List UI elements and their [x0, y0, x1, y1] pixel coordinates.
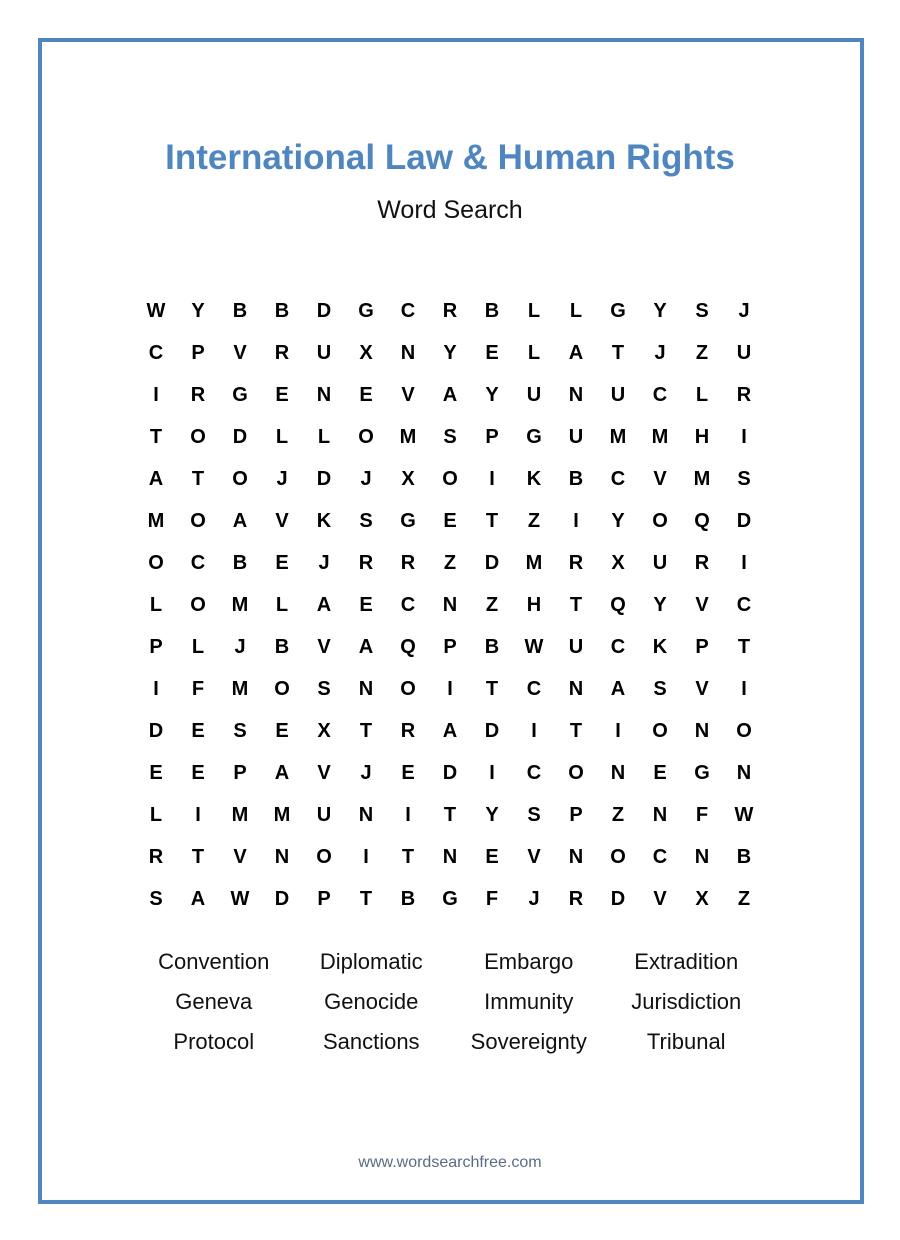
grid-cell: T [611, 341, 625, 364]
grid-cell: J [654, 341, 666, 364]
grid-cell: M [231, 803, 249, 826]
grid-cell: G [694, 761, 710, 784]
grid-cell: O [190, 425, 206, 448]
grid-cell: T [485, 509, 499, 532]
grid-cell: R [358, 551, 374, 574]
grid-cell: O [652, 509, 668, 532]
grid-cell: J [738, 299, 750, 322]
grid-cell: Y [443, 341, 457, 364]
grid-cell: W [524, 635, 544, 658]
grid-cell: G [232, 383, 248, 406]
grid-cell: V [401, 383, 415, 406]
grid-cell: I [489, 761, 495, 784]
word-list-item: Embargo [484, 949, 574, 974]
grid-cell: U [736, 341, 752, 364]
grid-cell: G [526, 425, 542, 448]
grid-cell: M [609, 425, 627, 448]
grid-cell: A [274, 761, 290, 784]
grid-cell: J [234, 635, 246, 658]
grid-cell: L [317, 425, 331, 448]
word-list-item: Sanctions [322, 1029, 420, 1054]
grid-cell: Z [443, 551, 457, 574]
grid-cell: A [610, 677, 626, 700]
grid-cell: R [442, 299, 458, 322]
grid-cell: O [568, 761, 584, 784]
grid-cell: I [195, 803, 201, 826]
grid-cell: I [153, 383, 159, 406]
grid-cell: Z [485, 593, 499, 616]
grid-cell: S [443, 425, 457, 448]
grid-cell: X [359, 341, 373, 364]
grid-cell: V [653, 467, 667, 490]
grid-cell: N [358, 803, 374, 826]
grid-cell: U [568, 425, 584, 448]
grid-cell: F [191, 677, 205, 700]
grid-cell: M [399, 425, 417, 448]
grid-cell: B [484, 635, 500, 658]
grid-cell: N [316, 383, 332, 406]
grid-cell: R [400, 551, 416, 574]
grid-cell: N [400, 341, 416, 364]
grid-cell: S [737, 467, 751, 490]
grid-cell: J [318, 551, 330, 574]
grid-cell: K [652, 635, 668, 658]
grid-cell: O [736, 719, 752, 742]
grid-cell: R [190, 383, 206, 406]
word-list-item: Geneva [175, 989, 253, 1014]
grid-cell: I [405, 803, 411, 826]
grid-cell: A [190, 887, 206, 910]
grid-cell: I [741, 425, 747, 448]
grid-cell: I [573, 509, 579, 532]
grid-cell: N [568, 677, 584, 700]
grid-cell: X [317, 719, 331, 742]
grid-cell: W [734, 803, 754, 826]
grid-cell: M [693, 467, 711, 490]
grid-cell: C [400, 299, 416, 322]
footer-url[interactable]: www.wordsearchfree.com [358, 1154, 542, 1171]
grid-cell: U [316, 341, 332, 364]
grid-cell: D [610, 887, 626, 910]
grid-cell: X [401, 467, 415, 490]
grid-cell: C [736, 593, 752, 616]
grid-cell: D [274, 887, 290, 910]
grid-cell: N [442, 593, 458, 616]
grid-cell: A [358, 635, 374, 658]
grid-cell: O [652, 719, 668, 742]
grid-cell: Z [737, 887, 751, 910]
grid-cell: L [275, 425, 289, 448]
grid-cell: D [736, 509, 752, 532]
grid-cell: S [233, 719, 247, 742]
grid-cell: P [569, 803, 583, 826]
grid-cell: Y [653, 299, 667, 322]
grid-cell: U [316, 803, 332, 826]
grid-cell: D [232, 425, 248, 448]
grid-cell: Q [694, 509, 710, 532]
grid-cell: U [568, 635, 584, 658]
grid-cell: V [275, 509, 289, 532]
grid-cell: W [230, 887, 250, 910]
grid-cell: T [191, 467, 205, 490]
grid-cell: S [527, 803, 541, 826]
grid-cell: L [191, 635, 205, 658]
grid-cell: B [274, 299, 290, 322]
grid-cell: T [737, 635, 751, 658]
grid-cell: Z [695, 341, 709, 364]
grid-cell: L [569, 299, 583, 322]
grid-cell: R [148, 845, 164, 868]
grid-cell: J [360, 467, 372, 490]
grid-cell: T [485, 677, 499, 700]
grid-cell: P [233, 761, 247, 784]
grid-cell: G [610, 299, 626, 322]
grid-cell: O [190, 509, 206, 532]
grid-cell: U [610, 383, 626, 406]
word-list-item: Sovereignty [470, 1029, 587, 1054]
grid-cell: O [358, 425, 374, 448]
grid-cell: O [400, 677, 416, 700]
grid-cell: M [147, 509, 165, 532]
grid-cell: T [569, 593, 583, 616]
grid-cell: N [442, 845, 458, 868]
grid-cell: B [568, 467, 584, 490]
grid-cell: E [275, 551, 289, 574]
grid-cell: I [741, 677, 747, 700]
grid-cell: P [317, 887, 331, 910]
grid-cell: B [484, 299, 500, 322]
grid-cell: P [443, 635, 457, 658]
word-list-item: Protocol [173, 1029, 255, 1054]
grid-cell: R [736, 383, 752, 406]
grid-cell: C [610, 467, 626, 490]
grid-cell: T [191, 845, 205, 868]
grid-cell: B [232, 299, 248, 322]
grid-cell: V [317, 635, 331, 658]
grid-cell: O [442, 467, 458, 490]
page-title: International Law & Human Rights [165, 138, 735, 177]
word-list-item: Diplomatic [319, 949, 423, 974]
grid-cell: C [190, 551, 206, 574]
grid-cell: I [615, 719, 621, 742]
grid-cell: P [485, 425, 499, 448]
grid-cell: I [153, 677, 159, 700]
grid-cell: O [232, 467, 248, 490]
grid-cell: I [447, 677, 453, 700]
grid-cell: R [568, 551, 584, 574]
grid-cell: E [149, 761, 163, 784]
grid-cell: U [652, 551, 668, 574]
grid-cell: P [149, 635, 163, 658]
grid-cell: T [359, 719, 373, 742]
grid-cell: V [695, 593, 709, 616]
grid-cell: N [568, 845, 584, 868]
grid-cell: E [191, 761, 205, 784]
grid-cell: O [316, 845, 332, 868]
grid-cell: L [527, 341, 541, 364]
grid-cell: A [568, 341, 584, 364]
grid-cell: M [231, 677, 249, 700]
grid-cell: I [741, 551, 747, 574]
grid-cell: Q [400, 635, 416, 658]
grid-cell: S [359, 509, 373, 532]
grid-cell: K [526, 467, 542, 490]
grid-cell: N [610, 761, 626, 784]
letter-grid [135, 290, 765, 920]
grid-cell: Y [653, 593, 667, 616]
grid-cell: T [443, 803, 457, 826]
grid-cell: R [694, 551, 710, 574]
grid-cell: V [695, 677, 709, 700]
word-list-item: Immunity [484, 989, 574, 1014]
grid-cell: A [316, 593, 332, 616]
grid-cell: B [736, 845, 752, 868]
word-list [135, 942, 765, 1062]
grid-cell: D [316, 467, 332, 490]
grid-cell: Y [485, 803, 499, 826]
grid-cell: V [233, 845, 247, 868]
grid-cell: O [190, 593, 206, 616]
grid-cell: E [485, 341, 499, 364]
grid-cell: X [695, 887, 709, 910]
grid-cell: N [274, 845, 290, 868]
grid-cell: Z [527, 509, 541, 532]
grid-cell: E [653, 761, 667, 784]
grid-cell: D [316, 299, 332, 322]
grid-cell: J [360, 761, 372, 784]
grid-cell: Z [611, 803, 625, 826]
grid-cell: S [653, 677, 667, 700]
grid-cell: C [610, 635, 626, 658]
grid-cell: F [695, 803, 709, 826]
grid-cell: O [274, 677, 290, 700]
grid-cell: A [148, 467, 164, 490]
grid-cell: L [527, 299, 541, 322]
grid-cell: H [526, 593, 542, 616]
grid-cell: E [191, 719, 205, 742]
grid-cell: N [652, 803, 668, 826]
word-list-item: Extradition [634, 949, 739, 974]
grid-cell: C [652, 845, 668, 868]
grid-cell: E [401, 761, 415, 784]
grid-cell: A [442, 383, 458, 406]
grid-cell: E [359, 383, 373, 406]
grid-cell: E [443, 509, 457, 532]
grid-cell: Y [485, 383, 499, 406]
grid-cell: T [401, 845, 415, 868]
grid-cell: V [317, 761, 331, 784]
page-subtitle: Word Search [377, 196, 523, 224]
grid-cell: G [400, 509, 416, 532]
word-list-item: Convention [158, 949, 270, 974]
grid-cell: S [317, 677, 331, 700]
grid-cell: H [694, 425, 710, 448]
grid-cell: M [273, 803, 291, 826]
grid-cell: N [694, 845, 710, 868]
grid-cell: M [231, 593, 249, 616]
grid-cell: N [358, 677, 374, 700]
grid-cell: C [526, 677, 542, 700]
grid-cell: C [652, 383, 668, 406]
grid-cell: I [489, 467, 495, 490]
grid-cell: P [191, 341, 205, 364]
grid-cell: A [232, 509, 248, 532]
grid-cell: R [274, 341, 290, 364]
grid-cell: S [149, 887, 163, 910]
grid-cell: C [400, 593, 416, 616]
grid-cell: L [275, 593, 289, 616]
grid-cell: L [149, 803, 163, 826]
grid-cell: U [526, 383, 542, 406]
grid-cell: Y [191, 299, 205, 322]
grid-cell: N [568, 383, 584, 406]
grid-cell: K [316, 509, 332, 532]
grid-cell: T [149, 425, 163, 448]
grid-cell: C [148, 341, 164, 364]
grid-cell: T [359, 887, 373, 910]
grid-cell: A [442, 719, 458, 742]
grid-cell: L [695, 383, 709, 406]
grid-cell: O [148, 551, 164, 574]
grid-cell: B [232, 551, 248, 574]
grid-cell: B [274, 635, 290, 658]
word-list-item: Genocide [324, 989, 419, 1014]
grid-cell: D [442, 761, 458, 784]
grid-cell: G [358, 299, 374, 322]
grid-cell: V [527, 845, 541, 868]
grid-cell: X [611, 551, 625, 574]
grid-cell: M [525, 551, 543, 574]
grid-cell: M [651, 425, 669, 448]
word-list-item: Jurisdiction [631, 989, 742, 1014]
grid-cell: E [485, 845, 499, 868]
grid-cell: N [736, 761, 752, 784]
grid-cell: Y [611, 509, 625, 532]
grid-cell: O [610, 845, 626, 868]
grid-cell: N [694, 719, 710, 742]
grid-cell: Q [610, 593, 626, 616]
grid-cell: J [276, 467, 288, 490]
grid-cell: E [275, 719, 289, 742]
grid-cell: R [400, 719, 416, 742]
grid-cell: B [400, 887, 416, 910]
grid-cell: I [363, 845, 369, 868]
grid-cell: C [526, 761, 542, 784]
grid-cell: G [442, 887, 458, 910]
grid-cell: E [275, 383, 289, 406]
grid-cell: L [149, 593, 163, 616]
grid-cell: J [528, 887, 540, 910]
grid-cell: F [485, 887, 499, 910]
grid-cell: T [569, 719, 583, 742]
grid-cell: V [653, 887, 667, 910]
grid-cell: P [695, 635, 709, 658]
grid-cell: S [695, 299, 709, 322]
grid-cell: D [484, 719, 500, 742]
grid-cell: I [531, 719, 537, 742]
grid-cell: D [484, 551, 500, 574]
grid-cell: D [148, 719, 164, 742]
word-list-item: Tribunal [646, 1029, 726, 1054]
grid-cell: W [146, 299, 166, 322]
grid-cell: E [359, 593, 373, 616]
grid-cell: V [233, 341, 247, 364]
grid-cell: R [568, 887, 584, 910]
